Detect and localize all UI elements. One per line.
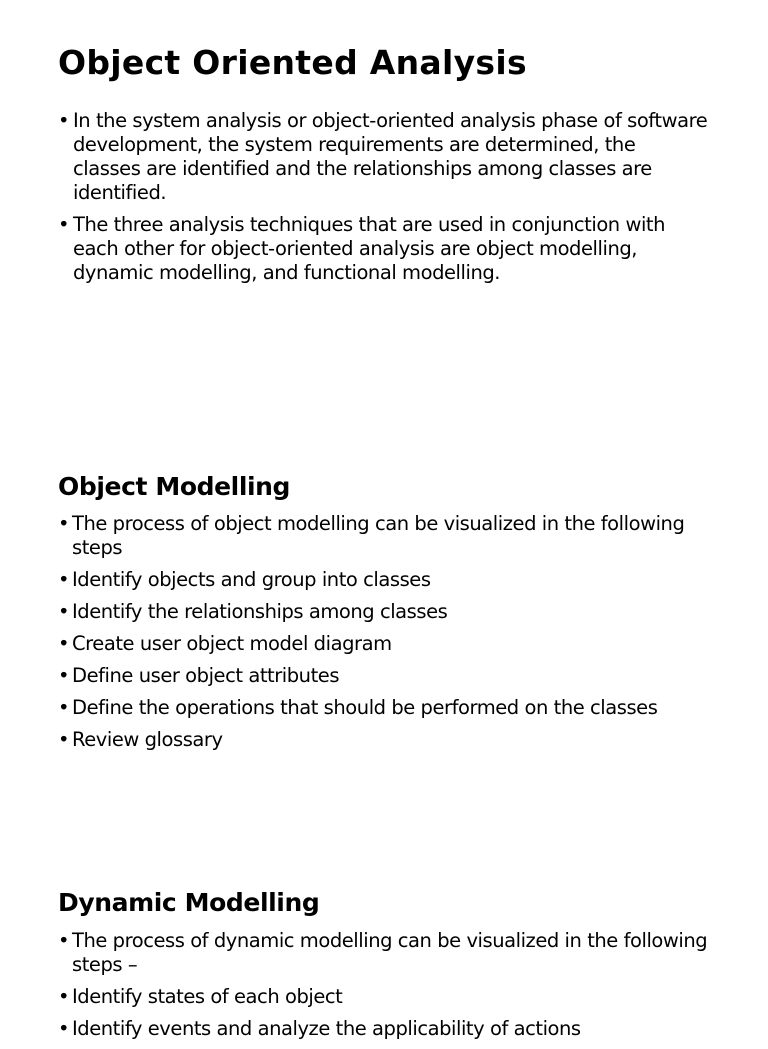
bullet-glyph: • — [58, 1017, 70, 1040]
bullet-text: Define user object attributes — [72, 664, 340, 687]
bullet-glyph: • — [58, 600, 70, 623]
bullet-text: Identify states of each object — [72, 985, 343, 1008]
slide-3-body — [58, 929, 708, 1049]
bullet-glyph: • — [58, 664, 70, 687]
page-title: Object Oriented Analysis — [58, 43, 527, 82]
bullet-text: Review glossary — [72, 728, 223, 751]
bullet-glyph: • — [58, 696, 70, 719]
bullet-item — [58, 600, 708, 624]
bullet-text: Identify the relationships among classes — [72, 600, 448, 623]
slide-2-body — [58, 512, 708, 760]
bullet-text: The process of object modelling can be visualized in the following steps — [72, 512, 685, 559]
bullet-text: Define the operations that should be performed on the classes — [72, 696, 658, 719]
bullet-text: Identify objects and group into classes — [72, 568, 431, 591]
bullet-glyph: • — [58, 728, 70, 751]
bullet-item — [58, 664, 708, 688]
bullet-item — [58, 985, 708, 1009]
bullet-list — [58, 512, 708, 752]
bullet-text: In the system analysis or object-oriented analysis phase of software development, the system requirements are determined, the classes are identified and the relationships among classes are identified. — [73, 109, 708, 204]
section-title: Dynamic Modelling — [58, 888, 320, 917]
section-title: Object Modelling — [58, 472, 291, 501]
bullet-item — [58, 728, 708, 752]
slide-1-title-block — [58, 43, 708, 83]
bullet-text: The three analysis techniques that are used in conjunction with each other for object-oriented analysis are object modelling, dynamic modelling, and functional modelling. — [73, 213, 666, 284]
bullet-text: Identify events and analyze the applicability of actions — [72, 1017, 581, 1040]
bullet-list — [58, 109, 708, 285]
bullet-item — [58, 568, 708, 592]
bullet-glyph: • — [58, 109, 70, 132]
bullet-glyph: • — [58, 632, 70, 655]
bullet-glyph: • — [58, 512, 70, 535]
bullet-text: Create user object model diagram — [72, 632, 392, 655]
bullet-glyph: • — [58, 213, 70, 236]
bullet-glyph: • — [58, 985, 70, 1008]
bullet-text: The process of dynamic modelling can be visualized in the following steps – — [72, 929, 708, 976]
bullet-item — [58, 213, 708, 285]
bullet-list — [58, 929, 708, 1041]
bullet-item — [58, 696, 708, 720]
bullet-item — [58, 512, 708, 560]
bullet-item — [58, 929, 708, 977]
bullet-glyph: • — [58, 568, 70, 591]
bullet-item — [58, 1017, 708, 1041]
slide-3-title-block — [58, 887, 708, 919]
slide-2-title-block — [58, 471, 708, 503]
bullet-item — [58, 109, 708, 205]
bullet-glyph: • — [58, 929, 70, 952]
bullet-item — [58, 632, 708, 656]
slide-1-body — [58, 109, 708, 293]
